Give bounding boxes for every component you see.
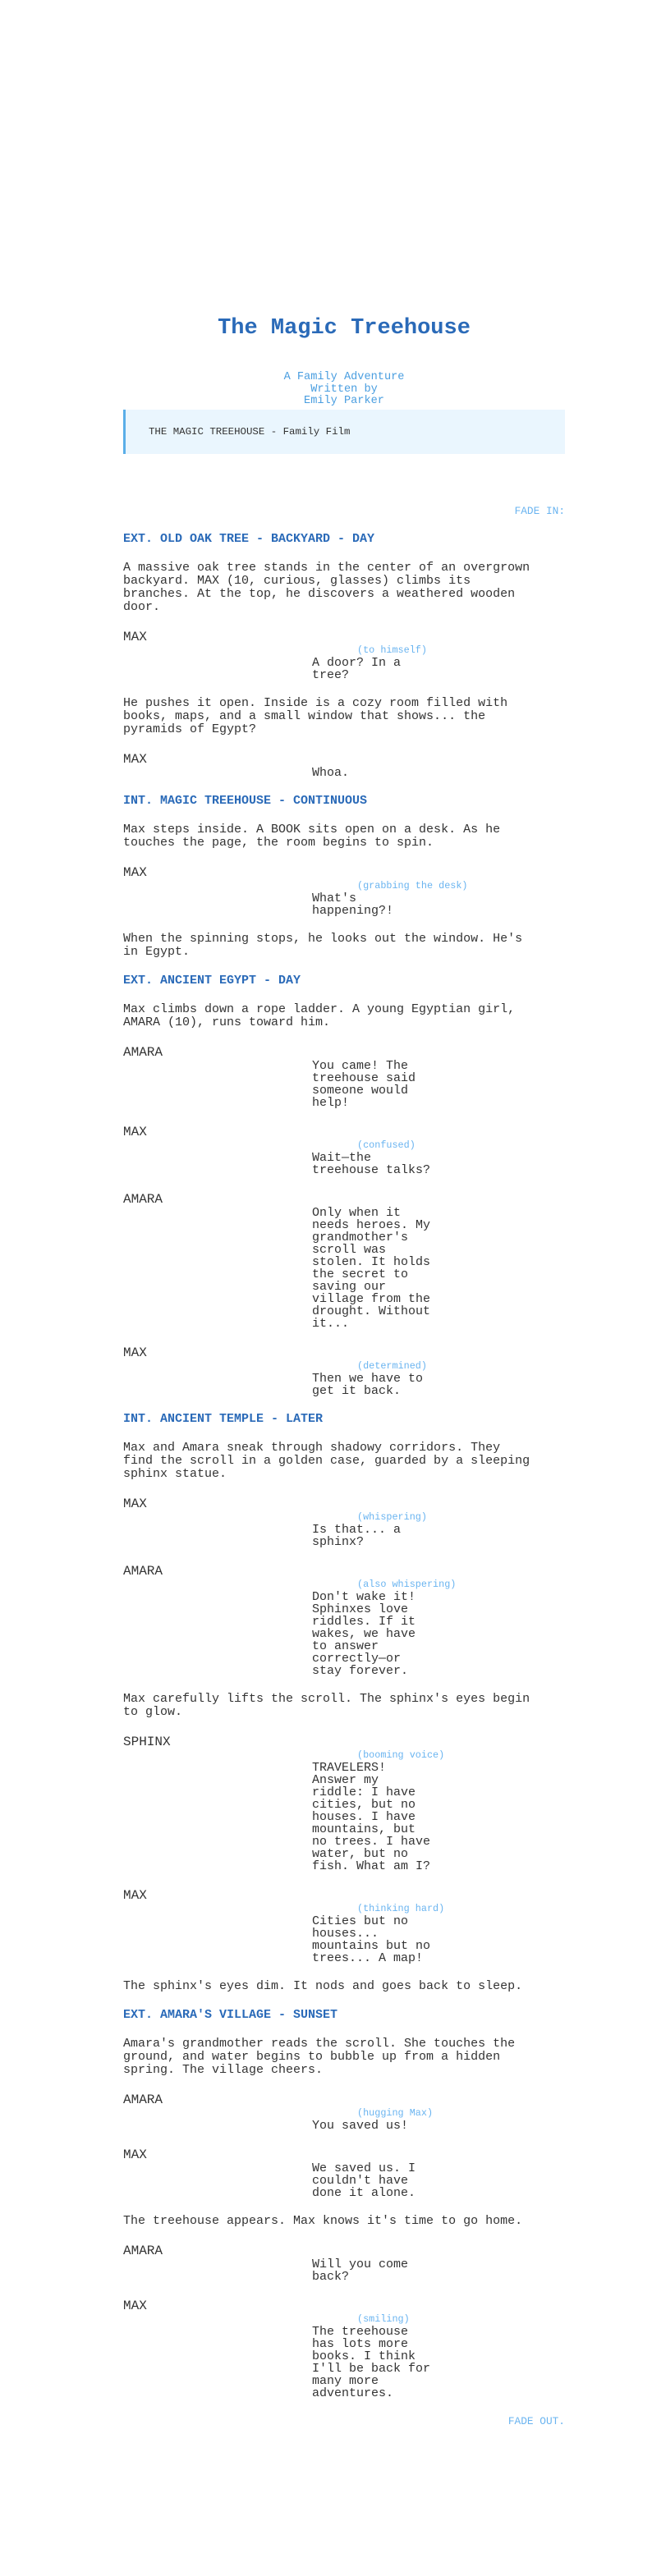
character-name: MAX	[123, 751, 147, 767]
character-name: SPHINX	[123, 1734, 171, 1749]
character-name: MAX	[123, 1887, 147, 1903]
action-line: A massive oak tree stands in the center of an overgrown backyard. MAX (10, curious, glasses) climbs its branches. At the top, he discovers a weathered wooden door.	[123, 560, 530, 614]
character-name: AMARA	[123, 1563, 163, 1579]
action-line: Amara's grandmother reads the scroll. She touches the ground, and water begins to bubble up from a hidden spring. The village cheers.	[123, 2036, 516, 2077]
action-line: The sphinx's eyes dim. It nods and goes back to sleep.	[123, 1978, 523, 1993]
scene-heading: EXT. OLD OAK TREE - BACKYARD - DAY	[123, 531, 375, 546]
scene-heading: INT. MAGIC TREEHOUSE - CONTINUOUS	[123, 793, 368, 808]
action-line: Max steps inside. A BOOK sits open on a desk. As he touches the page, the room begins to spin.	[123, 822, 501, 850]
action-line: Max climbs down a rope ladder. A young Egyptian girl, AMARA (10), runs toward him.	[123, 1002, 516, 1029]
action-line: The treehouse appears. Max knows it's time to go home.	[123, 2213, 523, 2228]
dialogue-text: You came! The treehouse said someone would help!	[312, 1058, 416, 1110]
parenthetical: (booming voice)	[357, 1749, 445, 1761]
screenplay-page	[123, 314, 565, 2428]
character-name: AMARA	[123, 1191, 163, 1207]
dialogue-text: You saved us!	[312, 2118, 409, 2133]
subtitle-written-by: Written by	[310, 383, 378, 396]
character-name: MAX	[123, 864, 147, 880]
character-name: AMARA	[123, 1044, 163, 1060]
action-line: He pushes it open. Inside is a cozy room filled with books, maps, and a small window that shows... the pyramids of Egypt?	[123, 695, 508, 736]
scene-heading: EXT. ANCIENT EGYPT - DAY	[123, 973, 301, 988]
action-line: Max and Amara sneak through shadowy corridors. They find the scroll in a golden case, guarded by a sleeping sphinx statue.	[123, 1440, 530, 1481]
dialogue-text: What's happening?!	[312, 891, 394, 918]
dialogue-text: Cities but no houses... mountains but no trees... A map!	[312, 1914, 431, 1965]
parenthetical: (hugging Max)	[357, 2106, 434, 2119]
character-name: MAX	[123, 1496, 147, 1511]
screenplay-title: The Magic Treehouse	[218, 316, 471, 341]
transition-fade-in: FADE IN:	[514, 504, 565, 517]
scene-heading: INT. ANCIENT TEMPLE - LATER	[123, 1411, 324, 1426]
parenthetical: (to himself)	[357, 644, 427, 656]
dialogue-text: Is that... a sphinx?	[312, 1522, 402, 1549]
parenthetical: (also whispering)	[357, 1578, 457, 1590]
action-line: When the spinning stops, he looks out the window. He's in Egypt.	[123, 931, 523, 959]
script-body	[123, 533, 565, 2400]
dialogue-text: Will you come back?	[312, 2257, 409, 2284]
subtitle-genre: A Family Adventure	[283, 371, 405, 383]
dialogue-text: A door? In a tree?	[312, 655, 402, 682]
character-name: MAX	[123, 2147, 147, 2162]
dialogue-text: Whoa.	[312, 765, 350, 780]
parenthetical: (whispering)	[357, 1510, 427, 1523]
character-name: AMARA	[123, 2092, 163, 2107]
title-note-box	[123, 410, 565, 454]
subtitle-author: Emily Parker	[304, 395, 384, 407]
parenthetical: (thinking hard)	[357, 1902, 445, 1914]
dialogue-text: Only when it needs heroes. My grandmother's scroll was stolen. It holds the secret to saving our village from the drought. Without it...	[312, 1205, 431, 1331]
dialogue-text: Then we have to get it back.	[312, 1371, 424, 1398]
dialogue-text: The treehouse has lots more books. I think I'll be back for many more adventures.	[312, 2324, 431, 2400]
scene-heading: EXT. AMARA'S VILLAGE - SUNSET	[123, 2007, 338, 2022]
character-name: MAX	[123, 1345, 147, 1360]
dialogue-text: TRAVELERS! Answer my riddle: I have cities, but no houses. I have mountains, but no trees. I have water, but no fish. What am I?	[312, 1760, 431, 1873]
character-name: MAX	[123, 1124, 147, 1139]
character-name: MAX	[123, 629, 147, 644]
parenthetical: (confused)	[357, 1139, 416, 1151]
character-name: AMARA	[123, 2243, 163, 2258]
title-note-text: THE MAGIC TREEHOUSE - Family Film	[149, 425, 351, 438]
parenthetical: (smiling)	[357, 2312, 410, 2325]
parenthetical: (determined)	[357, 1359, 427, 1372]
dialogue-text: We saved us. I couldn't have done it alone.	[312, 2161, 416, 2200]
transition-fade-out: FADE OUT.	[507, 2414, 565, 2427]
dialogue-text: Wait—the treehouse talks?	[312, 1150, 431, 1177]
action-line: Max carefully lifts the scroll. The sphinx's eyes begin to glow.	[123, 1691, 530, 1719]
dialogue-text: Don't wake it! Sphinxes love riddles. If it wakes, we have to answer correctly—or stay forever.	[312, 1589, 416, 1678]
character-name: MAX	[123, 2298, 147, 2313]
parenthetical: (grabbing the desk)	[357, 879, 468, 892]
